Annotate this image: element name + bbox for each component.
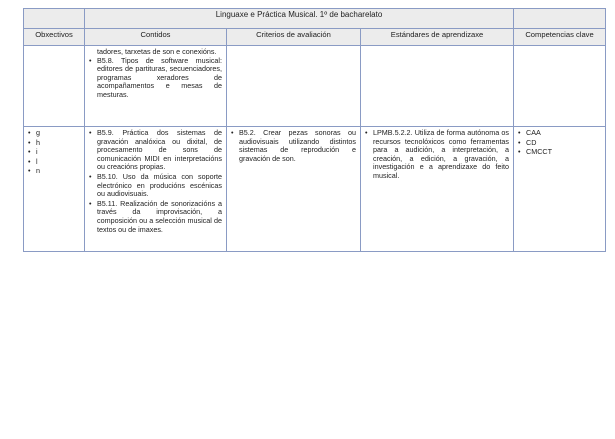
list-item: • g bbox=[28, 128, 40, 137]
title-blank-cell-right bbox=[514, 9, 606, 29]
header-obxectivos: Obxectivos bbox=[24, 29, 85, 46]
bullet-icon: • bbox=[28, 128, 31, 137]
list-item: • B5.11. Realización de sonorizacións a través da improvisación, a composición ou a selección musical de textos ou de imaxes. bbox=[89, 198, 222, 234]
curriculum-table bbox=[23, 8, 606, 252]
bullet-icon: • bbox=[89, 171, 92, 181]
bullet-icon: • bbox=[518, 137, 521, 147]
bullet-icon: • bbox=[28, 156, 31, 166]
contidos-cell bbox=[85, 46, 227, 127]
list-item: • B5.8. Tipos de software musical: editores de partituras, secuenciadores, programas xeradores de acompañamentos e mesas de mesturas. bbox=[89, 55, 222, 99]
header-contidos: Contidos bbox=[85, 29, 227, 46]
bullet-icon: • bbox=[365, 128, 368, 137]
competencias-cell bbox=[514, 127, 606, 252]
estandares-list bbox=[365, 129, 509, 181]
table-row bbox=[24, 127, 606, 252]
table-header-row bbox=[24, 29, 606, 46]
bullet-icon: • bbox=[518, 128, 521, 137]
estandares-cell bbox=[361, 46, 514, 127]
table-title-row bbox=[24, 9, 606, 29]
list-item: • CAA bbox=[518, 128, 541, 137]
bullet-icon: • bbox=[89, 198, 92, 208]
competencias-cell bbox=[514, 46, 606, 127]
header-estandares: Estándares de aprendizaxe bbox=[361, 29, 514, 46]
title-blank-cell bbox=[24, 9, 85, 29]
criterios-cell bbox=[227, 46, 361, 127]
list-item: • n bbox=[28, 166, 40, 176]
list-item: • B5.10. Uso da música con soporte electrónico en producións escénicas ou audiovisuais. bbox=[89, 171, 222, 199]
obxectivos-list bbox=[28, 129, 80, 176]
obxectivos-cell bbox=[24, 46, 85, 127]
header-criterios: Criterios de avaliación bbox=[227, 29, 361, 46]
bullet-icon: • bbox=[28, 166, 31, 176]
contidos-continuation-text: tadores, tarxetas de son e conexións. bbox=[97, 47, 217, 56]
bullet-icon: • bbox=[89, 55, 92, 65]
list-item: • l bbox=[28, 156, 38, 166]
competencias-list bbox=[518, 129, 601, 157]
list-item: • h bbox=[28, 137, 40, 147]
bullet-icon: • bbox=[28, 147, 31, 157]
contidos-list bbox=[89, 57, 222, 100]
estandares-cell bbox=[361, 127, 514, 252]
list-item: • CMCCT bbox=[518, 147, 552, 157]
list-item: • B5.9. Práctica dos sistemas de gravación analóxica ou dixital, de procesamento de sons de comunicación MIDI en interpretacións ou creacións propias. bbox=[89, 128, 222, 172]
table-title: Linguaxe e Práctica Musical. 1º de bacharelato bbox=[85, 9, 514, 29]
criterios-cell bbox=[227, 127, 361, 252]
table-row bbox=[24, 46, 606, 127]
contidos-cell bbox=[85, 127, 227, 252]
bullet-icon: • bbox=[28, 137, 31, 147]
obxectivos-cell bbox=[24, 127, 85, 252]
bullet-icon: • bbox=[89, 128, 92, 137]
list-item: • i bbox=[28, 147, 38, 157]
bullet-icon: • bbox=[518, 147, 521, 157]
list-item: • LPMB.5.2.2. Utiliza de forma autónoma os recursos tecnolóxicos como ferramentas para a audición, a interpretación, a creación, a edición, a gravación, a investigación e a aprendizaxe do feito musical. bbox=[365, 128, 510, 180]
header-competencias: Competencias clave bbox=[514, 29, 606, 46]
bullet-icon: • bbox=[231, 128, 234, 137]
list-item: • CD bbox=[518, 137, 537, 147]
contidos-list bbox=[89, 129, 222, 234]
list-item: • B5.2. Crear pezas sonoras ou audiovisuais utilizando distintos sistemas de reprodución e gravación de son. bbox=[231, 128, 356, 163]
criterios-list bbox=[231, 129, 356, 163]
